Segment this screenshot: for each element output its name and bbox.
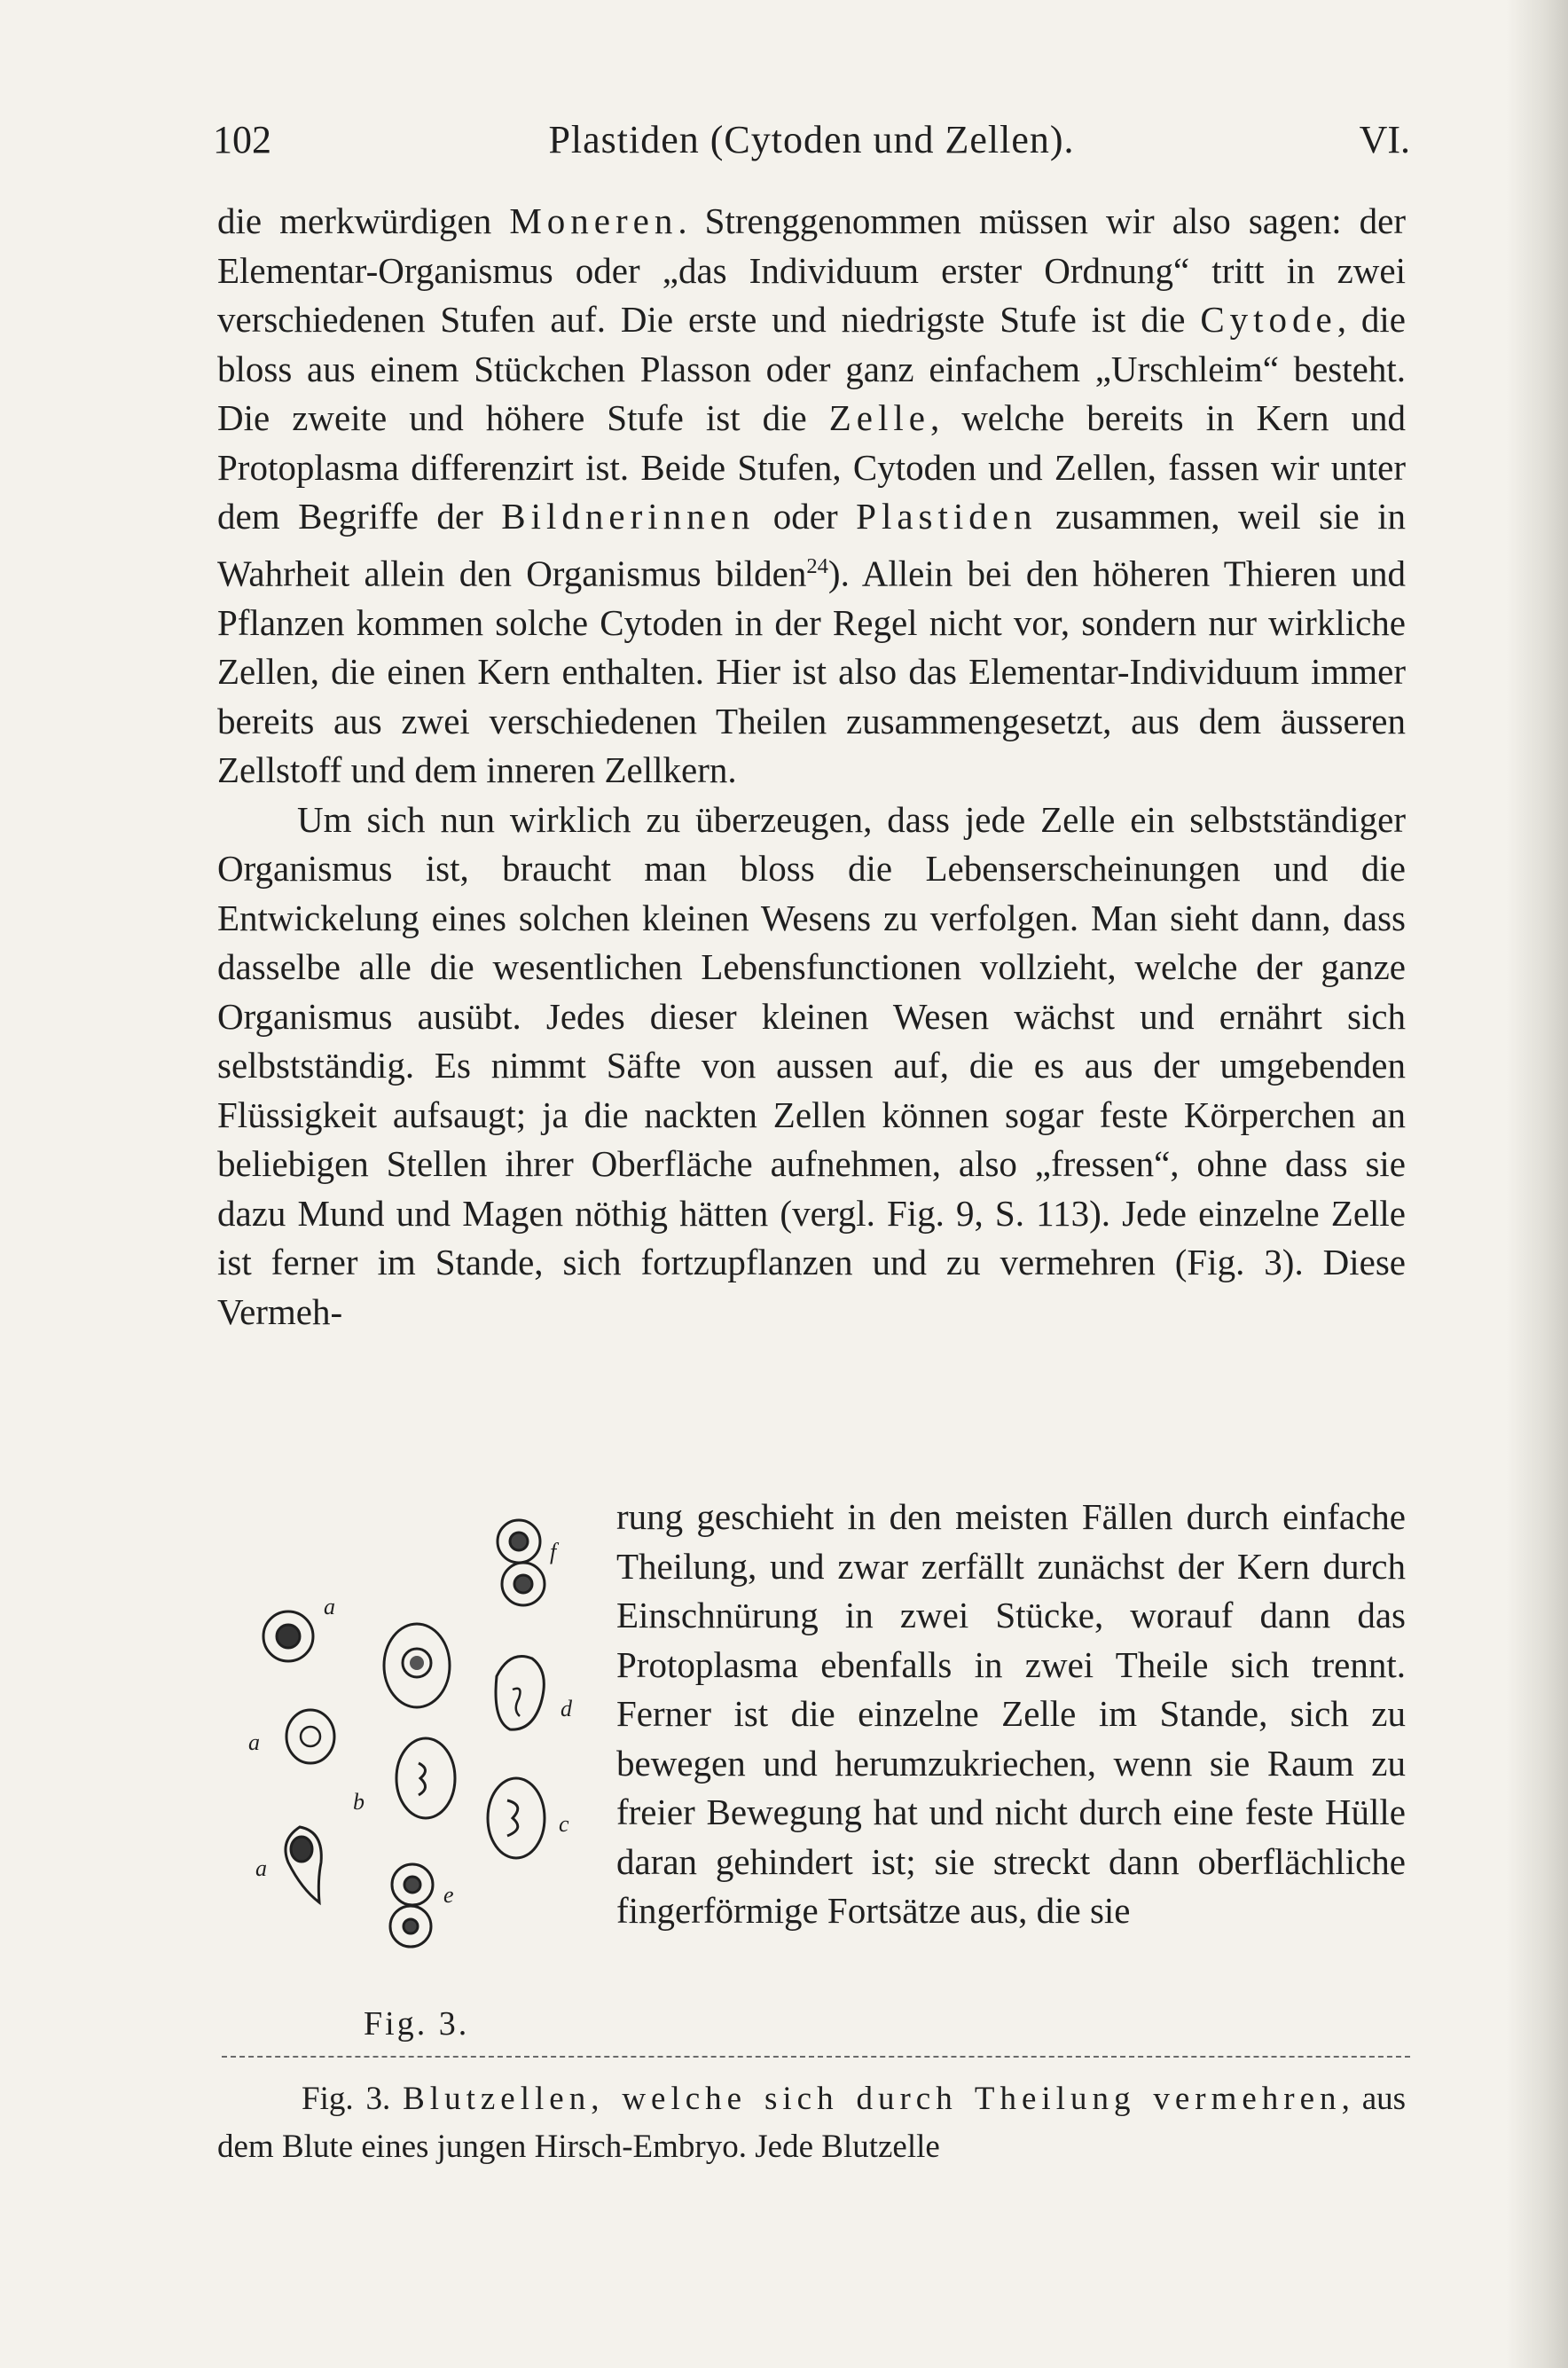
cell-d	[496, 1657, 544, 1730]
cell-a-3	[286, 1827, 321, 1902]
letter-a-1: a	[324, 1594, 335, 1619]
letter-a-3: a	[255, 1855, 267, 1881]
letter-f: f	[550, 1539, 557, 1564]
cell-b	[396, 1738, 455, 1818]
cell-e-pair	[390, 1864, 433, 1947]
caption-run: Blutzellen, welche sich durch Theilung vermehren	[403, 2081, 1342, 2117]
letter-e: e	[443, 1882, 454, 1908]
paragraph-2: Um sich nun wirklich zu überzeugen, dass jede Zelle ein selbstständiger Organismus ist, braucht man bloss die Lebenserscheinungen und die Entwickelung eines solchen kleinen Wesens zu verfolgen. Man sieht dann, dass dasselbe alle die wesentlichen Lebensfunctionen vollzieht, welche der ganze Organismus ausübt. Jedes dieser kleinen Wesen wächst und ernährt sich selbstständig. Es nimmt Säfte von aussen auf, die es aus der umgebenden Flüssigkeit aufsaugt; ja die nackten Zellen können sogar feste Körperchen an beliebigen Stellen ihrer Oberfläche aufnehmen, also „fressen“, ohne dass sie dazu Mund und Magen nöthig hätten (vergl. Fig. 9, S. 113). Jede einzelne Zelle ist ferner im Stande, sich fortzupflanzen und zu vermehren (Fig. 3). Diese Vermeh-	[217, 798, 1406, 1332]
letter-c: c	[559, 1811, 569, 1837]
page-edge-shadow	[1506, 0, 1568, 2368]
main-text	[217, 197, 1406, 1337]
caption-run: Fig. 3.	[302, 2081, 404, 2117]
para1-run: 24	[806, 553, 828, 578]
para1-run: , die bloss aus einem Stückchen Plasson oder ganz einfachem „Urschleim“ besteht. Die zweite und höhere Stufe ist die	[217, 299, 1406, 438]
letter-a-2: a	[248, 1729, 260, 1755]
para1-run: Plastiden	[856, 496, 1038, 537]
wrapped-text-beside-figure: rung geschieht in den meisten Fällen durch einfache Theilung, und zwar zerfällt zunächst der Kern durch Einschnürung in zwei Stücke, worauf dann das Protoplasma ebenfalls in zwei Theile sich trennt. Ferner ist die einzelne Zelle im Stande, sich zu bewegen und herumzukriechen, wenn sie Raum zu freier Bewegung hat und nicht durch eine feste Hülle daran gehindert ist; sie streckt dann oberflächliche fingerförmige Fortsätze aus, die sie	[616, 1496, 1406, 1931]
letter-d: d	[561, 1696, 572, 1721]
para1-run: ). Allein bei den höheren Thieren und Pflanzen kommen solche Cytoden in der Regel nicht vor, sondern nur wirkliche Zellen, die einen Kern enthalten. Hier ist also das Elementar-Individuum immer bereits aus zwei verschiedenen Theilen zusammengesetzt, aus dem äusseren Zellstoff und dem inneren Zellkern.	[217, 553, 1407, 791]
page-number: 102	[213, 118, 271, 161]
cell-f-pair	[498, 1520, 545, 1605]
cell-oval-top	[384, 1624, 450, 1707]
figure-label: Fig. 3.	[364, 2005, 470, 2043]
running-title: Plastiden (Cytoden und Zellen).	[548, 118, 1075, 161]
cell-c	[488, 1778, 545, 1858]
running-header	[213, 117, 1410, 170]
letter-b: b	[353, 1789, 365, 1815]
para1-run: Moneren	[509, 200, 678, 241]
chapter-number: VI.	[1359, 118, 1410, 161]
para1-run: Zelle	[828, 397, 930, 438]
blood-cells-illustration	[231, 1499, 603, 1996]
paragraph-1	[217, 197, 1406, 796]
cell-a-2	[286, 1710, 334, 1763]
footnote-rule	[222, 2056, 1410, 2058]
cell-a-1	[263, 1611, 313, 1661]
para1-run: , welche bereits in Kern und Protoplasma differenzirt ist. Beide Stufen, Cytoden und Zellen, fassen wir unter dem Begriffe der	[217, 397, 1406, 537]
figure-3	[231, 1499, 603, 2049]
caption-run: , aus dem Blute eines jungen Hirsch-Embryo. Jede Blutzelle	[217, 2081, 1407, 2165]
para1-run: die merkwürdigen	[217, 200, 510, 241]
para1-run: zusammen, weil sie in Wahrheit allein den Organismus bilden	[217, 496, 1407, 594]
para1-run: oder	[755, 496, 857, 537]
para1-run: Bildnerinnen	[501, 496, 756, 537]
para1-run: Cytode	[1200, 299, 1337, 340]
figure-caption	[217, 2075, 1406, 2171]
para1-run: . Strenggenommen müssen wir also sagen: der Elementar-Organismus oder „das Individuum erster Ordnung“ tritt in zwei verschiedenen Stufen auf. Die erste und niedrigste Stufe ist die	[217, 200, 1407, 340]
caption-text	[217, 2075, 1406, 2171]
